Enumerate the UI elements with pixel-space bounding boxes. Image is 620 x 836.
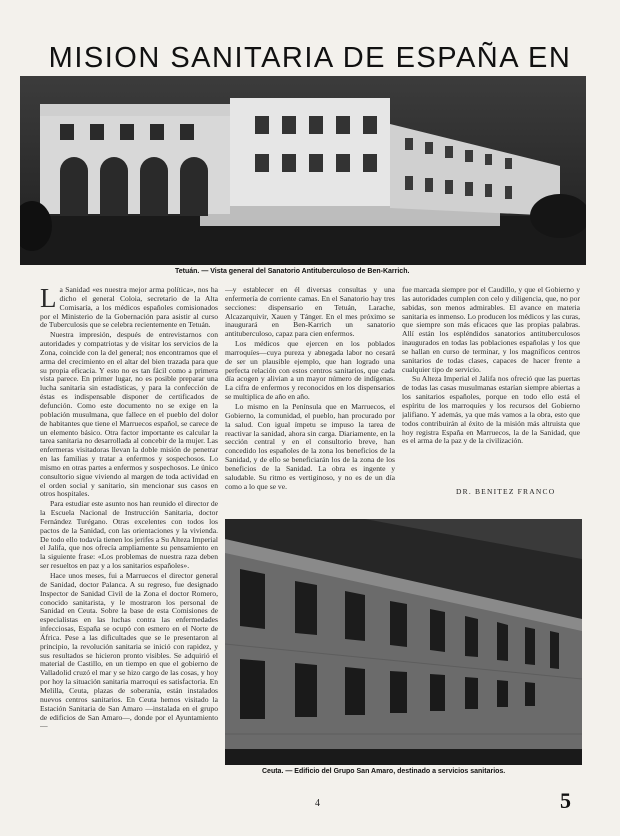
- article-title: MISION SANITARIA DE ESPAÑA EN: [48, 42, 572, 74]
- ceuta-building-photo: [225, 519, 582, 765]
- article-column-2: [225, 286, 395, 500]
- paragraph: Lo mismo en la Península que en Marruecos, el Gobierno, la comunidad, el pueblo, han procurado por la salud. Con igual ímpetu se impuso la tarea de reactivar la sanidad, ahora sin carga. Diariamente, en la sección central y en el consultorio breve, han concedido los españoles de la zona los beneficios de la Sanidad, y de ello se beneficiarán los de la zona de los beneficios de la Sanidad. La obra es ingente y saludable. Su ritmo es vertiginoso, y no es de un día como a lo que se ve.: [225, 401, 395, 491]
- page-number: 4: [315, 798, 320, 809]
- sanatorium-illustration: [20, 76, 586, 265]
- ceuta-building-illustration: [225, 519, 582, 765]
- sanatorium-caption: Tetuán. — Vista general del Sanatorio Antituberculoso de Ben-Karrich.: [175, 268, 410, 275]
- paragraph: Para estudiar este asunto nos han reunido el director de la Escuela Nacional de Instrucción Sanitaria, doctor Fernández Turégano. Otras excelentes con todos los pactos de la Sanidad, con las orientaciones y la vivienda. De todo ello todavía tienen los jerifes a Su Alteza Imperial el Jalifa, que nos ofrecía ampliamente su pensamiento en la siguiente frase: «Los problemas de nuestra raza deben ser resueltos en paz y a los sanitarios españoles».: [40, 499, 218, 571]
- sanatorium-photo: [20, 76, 586, 265]
- paragraph: Hace unos meses, fui a Marruecos el director general de Sanidad, doctor Palanca. A su regreso, fue designado Inspector de Sanidad Civil de la Zona el doctor Romero, conocido sanitarista, y le mostraron los personal de Sanidad en Ceuta. Sobre la base de esta Comisiones de especialistas en las luchas contra las enfermedades infecciosas, España se ocupó con esmero en el Norte de África. Pese a las dificultades que se le presentaron al principio, la revolución sanitaria se inició con rapidez, y sus resultados se hicieron pronto visibles. Se adquirió el material de Castillo, en un tiempo en que el gobierno de Valladolid cruzó el mar y se hizo cargo de las cosas, y hoy por hoy la situación sanitaria marroquí es satisfactoria. En Melilla, Ceuta, plazas de soberanía, están instalados nuevos centros sanitarios. En Ceuta hemos visitado la Estación Sanitaria de San Amaro —instalada en el grupo de edificios de San Amaro—, donde por el Ayuntamiento—: [40, 571, 218, 731]
- article-column-1: [40, 286, 218, 748]
- paragraph: a Sanidad «es nuestra mejor arma política», nos ha dicho el general Coloia, secretario de la Alta Comisaría, a los médicos españoles comisionados por el Ministerio de la Gobernación para asistir al curso de Tuberculosis que se celebra recientemente en Tetuán.: [40, 286, 218, 330]
- corner-mark: 5: [560, 788, 571, 813]
- paragraph: Su Alteza Imperial el Jalifa nos ofreció que las puertas de todas las casas musulmanas estarían siempre abiertas a los sanitarios españoles, porque en todo ello está el espíritu de los marroquíes y los recursos del Gobierno jalifiano. Y además, ya que más vamos a la obra, esto que todos contribuirán al éxito de la misión más altruista que hoy registra España en Marruecos, la de la Sanidad, que es el arma de la paz y de la civilización.: [402, 374, 580, 446]
- ceuta-caption: Ceuta. — Edificio del Grupo San Amaro, destinado a servicios sanitarios.: [262, 768, 506, 775]
- drop-cap: L: [40, 286, 57, 313]
- paragraph: Nuestra impresión, después de entrevistarnos con autoridades y compatriotas y de visitar los servicios de la Zona, coincide con la del general; nos encontramos que el arma del crecimiento en el altar del bien trazada para que su propia eficacia. Y esto no es tan fácil como a primera vista parece. En primer lugar, no es posible preparar una lucha sanitaria sin estadísticas, y para la confección de éstas es indispensable disponer de certificados de defunción. Como este documento no se exige en la población musulmana, que fallece en el pueblo del dolor de habitantes que tiene el Marruecos español, se carece de un elemento básico. Otra factor importante es calcular la tarea sanitaria no desarrollada al concebir de la mujer. Las enfermeras visitadoras llevan la doble misión de penetrar en las familias y tratar a enfermos y sospechosos. Lo mismo en otras partes a enfermos y sospechosos. Le único consultorio sigue viviendo al margen de toda actividad en el orden social y sanitario, sin mencionar sus casos en otros hospitales.: [40, 330, 218, 499]
- paragraph: —y establecer en él diversas consultas y una enfermería de corriente camas. En el Sanatorio hay tres secciones: dispensario en Tetuán, Larache, Alcazarquivir, Xauen y Tánger. En el mes próximo se inaugurará en Ben-Karrich un sanatorio antituberculoso, capaz para cien enfermos.: [225, 286, 395, 339]
- article-column-3: [402, 286, 580, 476]
- paragraph: fue marcada siempre por el Caudillo, y que el Gobierno y las autoridades cumplen con celo y diligencia, que, no por sabidas, son menos admirables. El avance en materia sanitaria es inmenso. Lo producen los médicos y las curas, que siempre son más eficaces que las propias palabras. Allí están los espléndidos sanatorios antituberculosos inaugurados en todas las poblaciones españolas y los que se hallan en curso de terminar, y los magníficos centros sanitarios de todas clases, capaces de hacer frente a cualquier tipo de servicio.: [402, 286, 580, 374]
- author-signature: DR. BENITEZ FRANCO: [456, 487, 556, 496]
- paragraph: Los médicos que ejercen en los poblados marroquíes—cuya pureza y abnegada labor no cesará de ser un plausible ejemplo, que han logrado una perfecta relación con estos centros sanitarios, que cada día acogen y alivian a un mayor número de indígenas. La cifra de enfermos y reconocidos en los dispensarios se multiplica de año en año.: [225, 339, 395, 402]
